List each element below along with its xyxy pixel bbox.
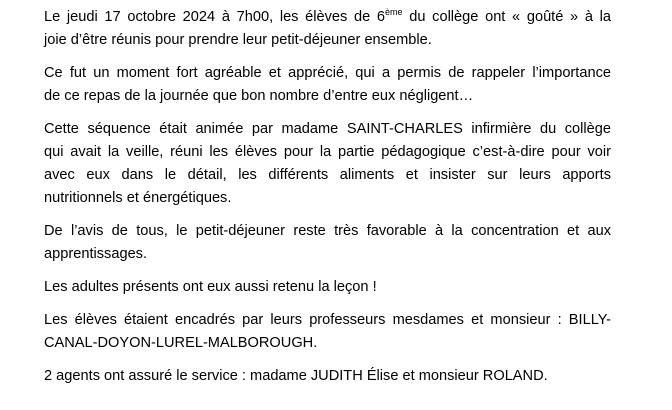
paragraph-agents bbox=[44, 365, 611, 388]
paragraph-line: Cette séquence était animée par madame SAINT-CHARLES infirmière du collège bbox=[44, 121, 611, 137]
paragraph-nurse-session bbox=[44, 118, 611, 210]
paragraph-line: CANAL-DOYON-LUREL-MALBOROUGH. bbox=[44, 335, 318, 351]
paragraph-line: de ce repas de la journée que bon nombre d’entre eux négligent… bbox=[44, 88, 474, 104]
paragraph-line: nutritionnels et énergétiques. bbox=[44, 190, 232, 206]
paragraph-opinion bbox=[44, 220, 611, 266]
superscript-ordinal: ème bbox=[385, 7, 403, 17]
paragraph-line: avec eux dans le détail, les différents aliments et insister sur leurs apports bbox=[44, 167, 611, 183]
paragraph-line: 2 agents ont assuré le service : madame JUDITH Élise et monsieur ROLAND. bbox=[44, 368, 548, 384]
paragraph-line: De l’avis de tous, le petit-déjeuner reste très favorable à la concentration et aux bbox=[44, 223, 611, 239]
paragraph-teachers bbox=[44, 309, 611, 355]
paragraph-line: Les élèves étaient encadrés par leurs professeurs mesdames et monsieur : BILLY- bbox=[44, 312, 611, 328]
paragraph-line bbox=[44, 6, 611, 29]
paragraph-breakfast-event bbox=[44, 6, 611, 52]
paragraph-adults bbox=[44, 276, 611, 299]
text-run: du collège ont « goûté » à la bbox=[402, 9, 611, 25]
text-run: Le jeudi 17 octobre 2024 à 7h00, les élèves de 6 bbox=[44, 9, 386, 25]
document-body bbox=[44, 6, 611, 398]
paragraph-line: apprentissages. bbox=[44, 246, 148, 262]
paragraph-line: Les adultes présents ont eux aussi retenu la leçon ! bbox=[44, 279, 377, 295]
paragraph-line: Ce fut un moment fort agréable et apprécié, qui a permis de rappeler l’importance bbox=[44, 65, 611, 81]
paragraph-importance bbox=[44, 62, 611, 108]
paragraph-line: joie d’être réunis pour prendre leur petit-déjeuner ensemble. bbox=[44, 32, 432, 48]
paragraph-line: qui avait la veille, réuni les élèves pour la partie pédagogique c’est-à-dire pour voir bbox=[44, 144, 611, 160]
